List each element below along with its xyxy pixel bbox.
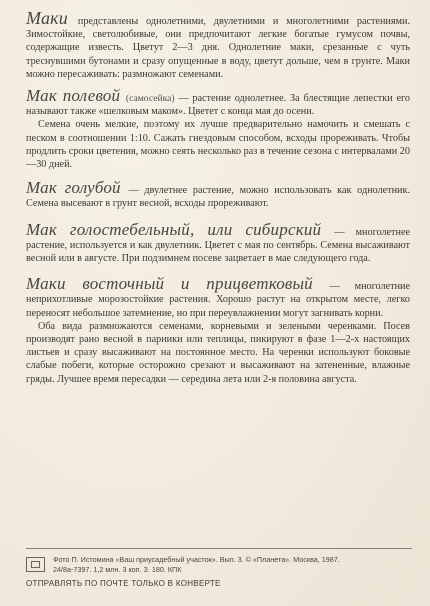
paragraph: [26, 86, 410, 118]
publisher-logo-icon: [26, 557, 45, 572]
section-oriental-poppy: [26, 274, 410, 386]
section-siberian-poppy: [26, 219, 411, 266]
paragraph-text: — многолетние неприхотливые морозостойкие растения. Хорошо растут на открытом месте, легко переносят небольшое затемнение, но при переувлажнении могут загнивать корни.: [26, 281, 410, 319]
paragraph: [26, 274, 410, 320]
section-heading: Мак голостебельный, или сибирский: [26, 219, 322, 239]
paragraph: [26, 8, 410, 81]
section-heading: Мак голубой: [26, 178, 121, 198]
section-blue-poppy: [26, 178, 410, 210]
section-heading: Маки: [26, 8, 68, 28]
paragraph: [26, 178, 410, 210]
paragraph-text: — двулетнее растение, можно использовать как однолетник. Семена высевают в грунт весной, всходы прореживают.: [26, 185, 410, 210]
section-poppies: [26, 8, 410, 81]
imprint-text: [53, 555, 340, 574]
paragraph-text: — многолетнее растение, используется и как двулетник. Цветет с мая по сентябрь. Семена высаживают весной или в августе. При подзимнем посеве зацветает в мае следующего года.: [26, 226, 411, 265]
section-heading: Мак полевой: [26, 86, 121, 106]
print-info: 24/8а-7397. 1,2 млн. 3 коп. З. 180. КПК: [53, 564, 182, 574]
paragraph: Оба вида размножаются семенами, корневыми и зелеными черенками. Посев производят рано весной в парники или теплицы, пикируют в фазе 1—2-х настоящих листьев и сразу высаживают на постоянное место. На черенки используют боковые слабые побеги, которые осторожно срезают и высаживают на затененные, влажные гряды. Лучшее время пересадки — середина лета или 2-я половина августа.: [26, 320, 410, 385]
section-field-poppy: [26, 86, 410, 171]
footer-imprint: [26, 555, 412, 574]
section-heading: Маки восточный и прицветковый: [26, 274, 313, 294]
paragraph-text: представлены однолетними, двулетними и многолетними растениями. Зимостойкие, светолюбивые, они предпочитают легкие богатые гумусом почвы, содержащие известь. Цветут 2—3 дня. Однолетние маки, срезанные с чуть треснувшими бутонами и сразу опущенные в воду, цветут дольше, чем в грунте. Маки можно пересаживать: размножают семенами.: [26, 16, 410, 80]
paragraph: [26, 219, 411, 266]
heading-suffix: (самосейка): [122, 93, 175, 105]
photo-credit: Фото П. Истомина «Ваш приусадебный участок». Вып. 3. © «Планета». Москва, 1987.: [53, 555, 340, 564]
footer: [26, 548, 412, 588]
paragraph-text: — растение однолетнее. За блестящие лепестки его называют также «шелковым маком». Цветет с конца мая до осени.: [26, 93, 410, 118]
mailing-note: ОТПРАВЛЯТЬ ПО ПОЧТЕ ТОЛЬКО В КОНВЕРТЕ: [26, 579, 221, 588]
paragraph: Семена очень мелкие, поэтому их лучше предварительно намочить и смешать с песком в соотношении 1:10. Сажать гнездовым способом, всходы прореживать. Чтобы продлить сроки цветения, можно сеять несколько раз в течение сезона с интервалами 20—30 дней.: [26, 119, 410, 171]
